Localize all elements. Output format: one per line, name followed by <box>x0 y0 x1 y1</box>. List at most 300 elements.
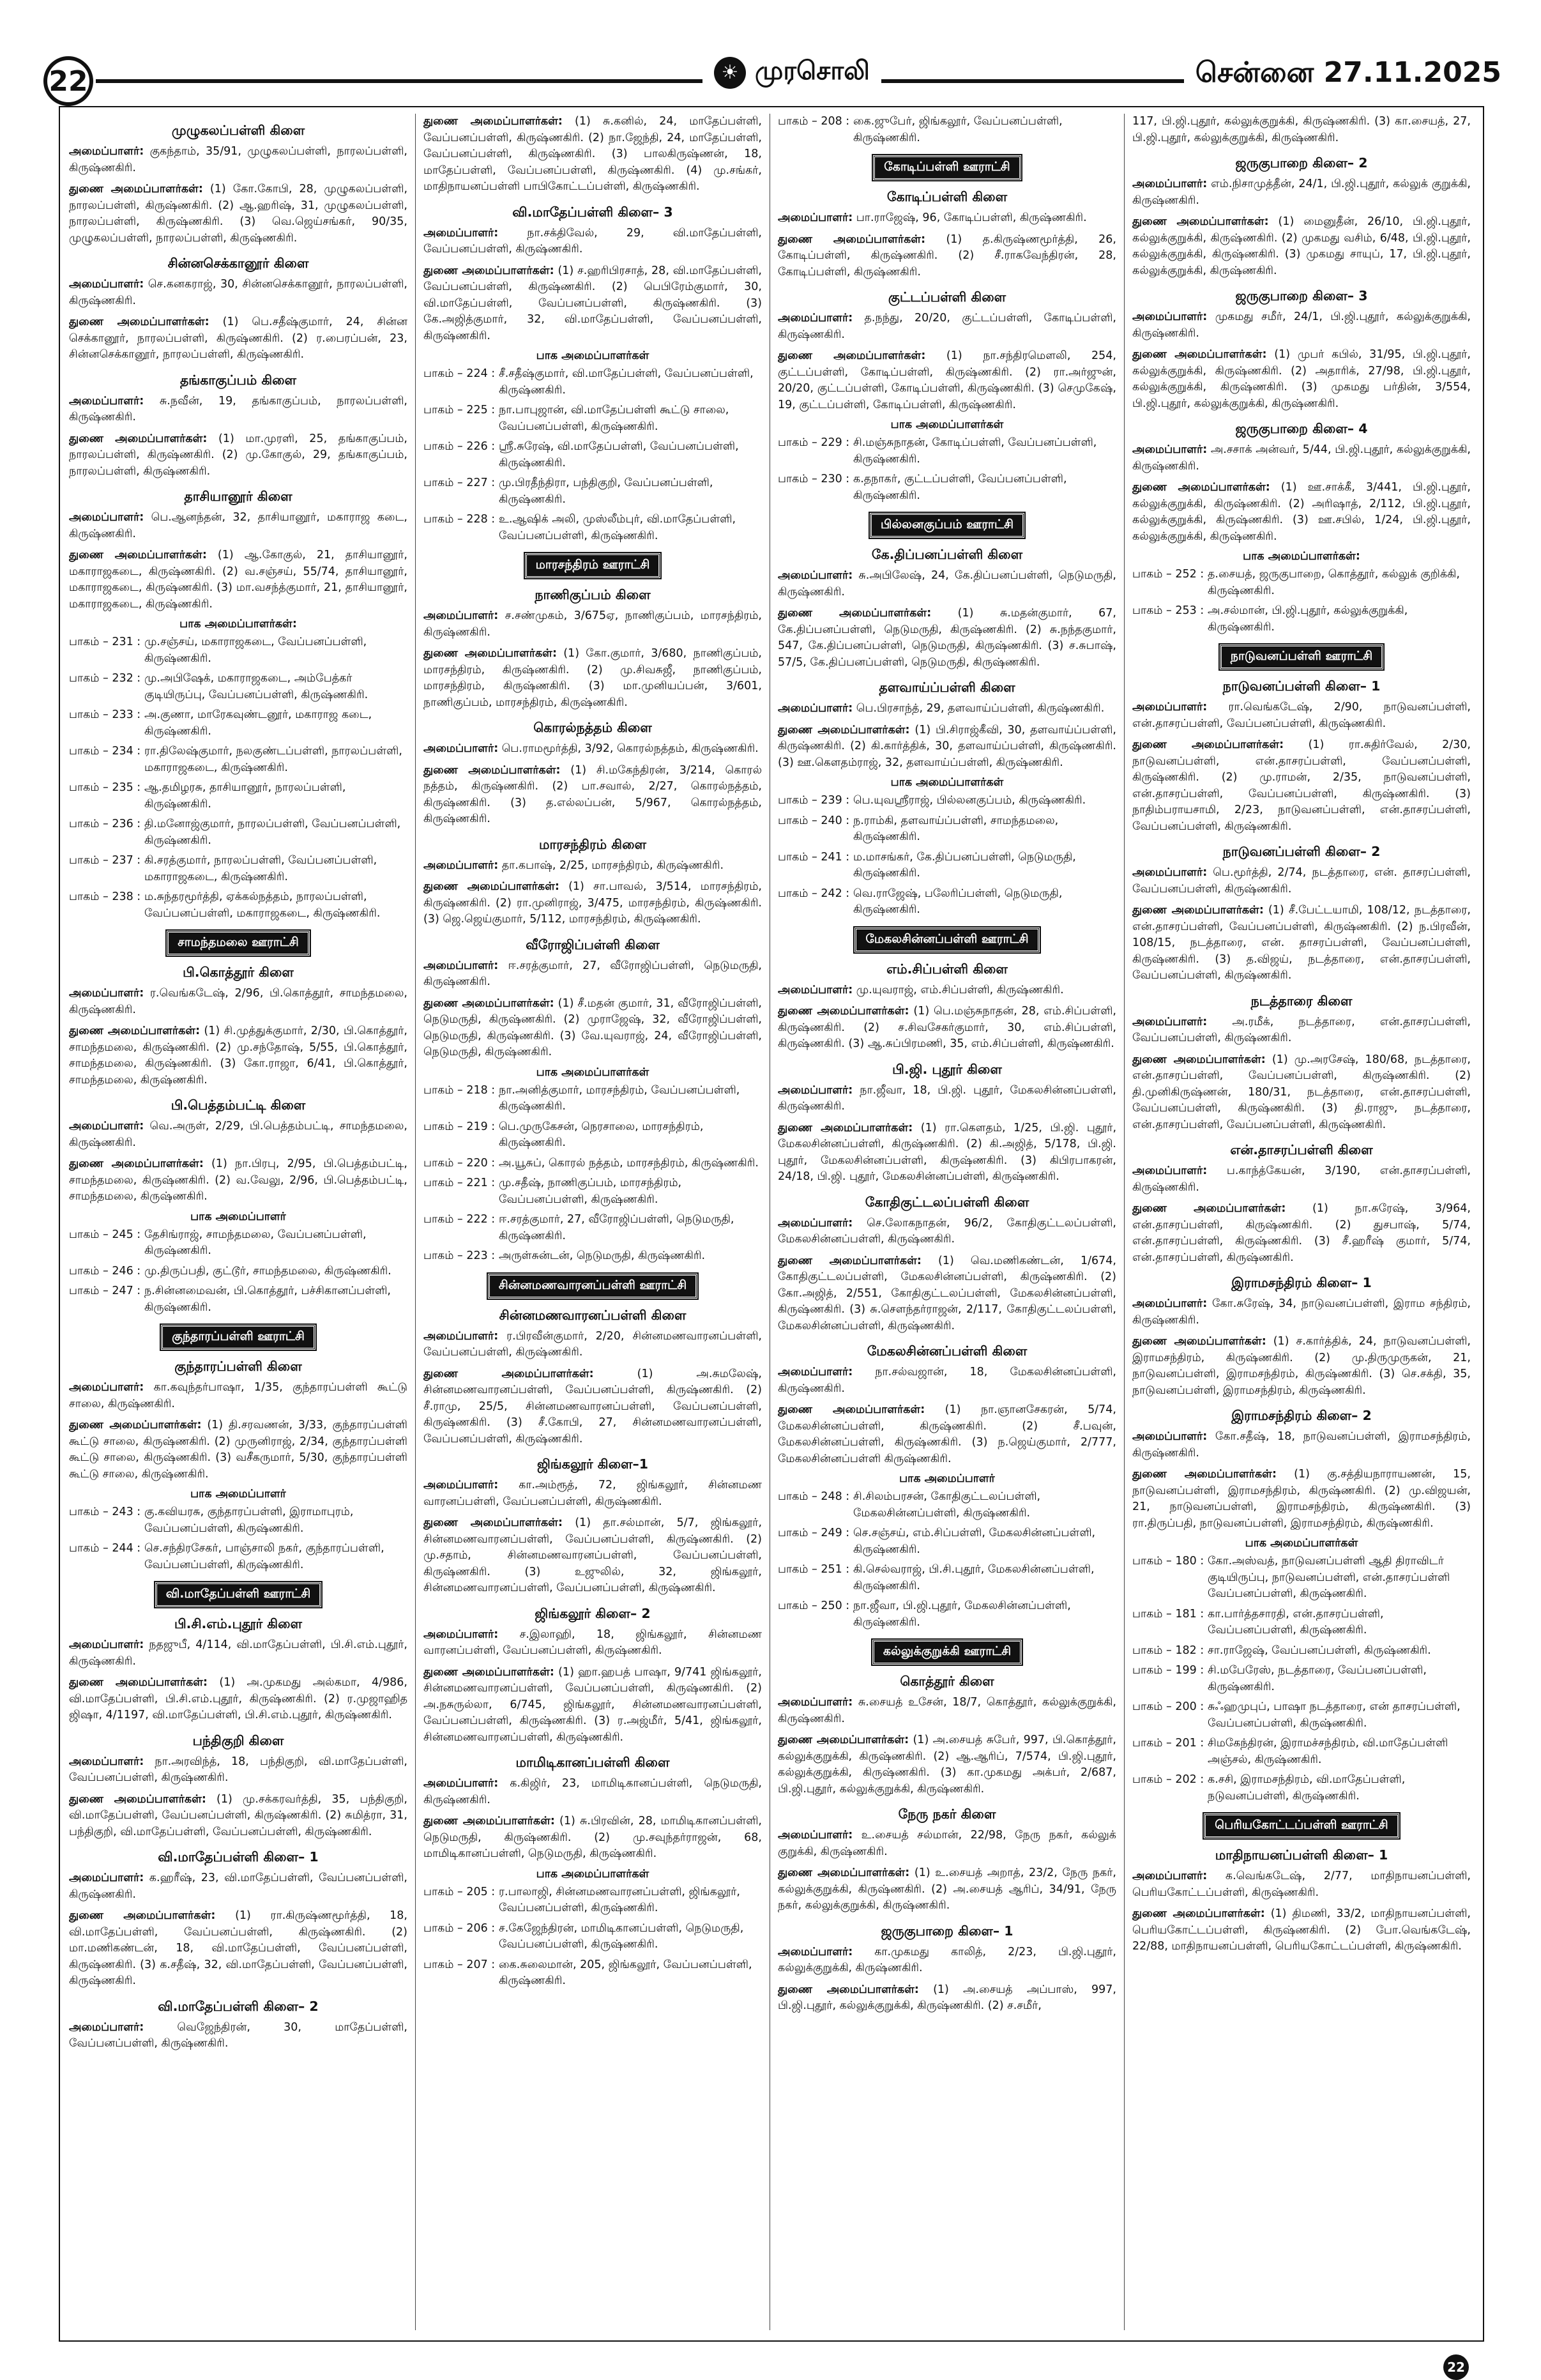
member-details: கோ.சதீஷ், 18, நாடுவனப்பள்ளி, இராமசந்திரம், கிருஷ்ணகிரி. <box>1132 1430 1471 1460</box>
booth-number: பாகம் – 236 : <box>69 818 141 830</box>
member-entry <box>423 858 762 874</box>
booth-entry <box>69 1541 407 1573</box>
role-label: துணை அமைப்பாளர்கள்: <box>778 1983 919 1996</box>
member-entry <box>69 1417 407 1483</box>
member-details: நா.சக்திவேல், 29, வி.மாதேப்பள்ளி, வேப்பனப்பள்ளி, கிருஷ்ணகிரி. <box>423 226 762 256</box>
booth-entry <box>1132 1643 1471 1659</box>
branch-heading: ஜருகுபாறை கிளை– 3 <box>1235 288 1368 303</box>
section-subheading: பாக அமைப்பாளர்கள் <box>536 1867 649 1880</box>
role-label: துணை அமைப்பாளர்கள்: <box>69 1909 216 1922</box>
member-details: (1) அ.முகமது அல்கமா, 4/986, வி.மாதேப்பள்ளி, பி.சி.எம்.புதூர், கிருஷ்ணகிரி. (2) ர.முஜாஹித ஜிஷா, 4/1197, வி.மாதேப்பள்ளி, பி.சி.எம்.புதூர், கிருஷ்ணகிரி. <box>69 1676 407 1721</box>
section-subheading: பாக அமைப்பாளர்கள் <box>1245 1537 1358 1550</box>
booth-number: பாகம் – 205 : <box>423 1885 496 1898</box>
role-label: அமைப்பாளர்: <box>1132 1164 1208 1177</box>
member-entry <box>69 144 407 176</box>
role-label: துணை அமைப்பாளர்கள்: <box>778 1005 909 1018</box>
booth-number: பாகம் – 243 : <box>69 1506 141 1518</box>
member-details: கா.அம்ரூத், 72, ஜிங்கலூர், சின்னமண வாரனப்பள்ளி, வேப்பனப்பள்ளி, கிருஷ்ணகிரி. <box>423 1479 762 1508</box>
branch-heading: கொத்தூர் கிளை <box>900 1674 994 1689</box>
role-label: துணை அமைப்பாளர்கள்: <box>69 183 203 195</box>
booth-number: பாகம் – 245 : <box>69 1228 141 1241</box>
booth-number: பாகம் – 227 : <box>423 477 496 489</box>
booth-entry <box>778 850 1116 882</box>
booth-agent: வெ.ராஜேஷ், பலேரிப்பள்ளி, நெடுமருதி, கிருஷ்ணகிரி. <box>853 887 1063 916</box>
booth-agent: செ.சஞ்சய், எம்.சிப்பள்ளி, மேகலசின்னப்பள்ளி, கிருஷ்ணகிரி. <box>853 1527 1096 1556</box>
booth-number: பாகம் – 237 : <box>69 854 141 867</box>
member-details: அ.சசாக் அன்வர், 5/44, பி.ஜி.புதூர், கல்லுக்குறுக்கி, கிருஷ்ணகிரி. <box>1132 443 1471 473</box>
panchayat-heading: வி.மாதேப்பள்ளி ஊராட்சி <box>155 1582 322 1607</box>
member-entry <box>69 547 407 613</box>
booth-entry <box>69 1263 407 1280</box>
booth-number: பாகம் – 248 : <box>778 1490 850 1503</box>
member-entry <box>778 310 1116 343</box>
booth-agent: க.தநாகர், குட்டப்பள்ளி, வேப்பனப்பள்ளி, கிருஷ்ணகிரி. <box>853 473 1067 502</box>
member-entry <box>1132 1868 1471 1901</box>
role-label: அமைப்பாளர்: <box>69 1638 144 1651</box>
booth-agent: செ.சந்திரசேகர், பாஞ்சாலி நகர், குந்தாரப்பள்ளி, வேப்பனப்பள்ளி, கிருஷ்ணகிரி. <box>144 1542 384 1571</box>
role-label: அமைப்பாளர்: <box>423 609 499 622</box>
branch-heading: முழுகலப்பள்ளி கிளை <box>171 123 305 138</box>
member-details: (1) சு.கனில், 24, மாதேப்பள்ளி, வேப்பனப்பள்ளி, கிருஷ்ணகிரி. (2) நா.ஜேந்தி, 24, மாதேப்பள்ளி, வேப்பனப்பள்ளி, கிருஷ்ணகிரி. (3) பாலகிருஷ்ணன், 18, மாதேப்பள்ளி, வேப்பனப்பள்ளி, கிருஷ்ணகிரி. (4) மு.சங்கர், மாதிநாயனப்பள்ளி பாபிகோட்டப்பள்ளி, கிருஷ்ணகிரி. <box>423 115 762 193</box>
member-entry <box>1132 1334 1471 1399</box>
booth-number: பாகம் – 253 : <box>1132 604 1204 617</box>
role-label: துணை அமைப்பாளர்கள்: <box>1132 481 1270 494</box>
role-label: அமைப்பாளர்: <box>1132 178 1208 190</box>
column-divider <box>1124 114 1125 2330</box>
booth-number: பாகம் – 250 : <box>778 1599 850 1612</box>
booth-entry <box>69 1283 407 1316</box>
role-label: துணை அமைப்பாளர்கள்: <box>1132 348 1267 361</box>
role-label: துணை அமைப்பாளர்கள்: <box>1132 1907 1265 1920</box>
booth-number: பாகம் – 180 : <box>1132 1555 1204 1568</box>
member-details: (1) சி.மகேந்திரன், 3/214, கொரல் நத்தம், கிருஷ்ணகிரி. (2) பா.சவால், 2/27, கொரல்நத்தம், கிருஷ்ணகிரி. (3) த.எல்லப்பன், 5/967, கொரல்நத்தம், கிருஷ்ணகிரி. <box>423 763 762 825</box>
branch-heading: வி.மாதேப்பள்ளி கிளை– 2 <box>158 1998 319 2014</box>
member-entry <box>69 986 407 1018</box>
member-entry <box>423 608 762 641</box>
member-details: (1) திமணி, 33/2, மாதிநாயனப்பள்ளி, பெரியகோட்டப்பள்ளி, கிருஷ்ணகிரி. (2) போ.வெங்கடேஷ், 22/88, மாதிநாயனப்பள்ளி, பெரியகோட்டப்பள்ளி, கிருஷ்ணகிரி. <box>1132 1907 1471 1953</box>
branch-heading: குந்தாரப்பள்ளி கிளை <box>174 1359 302 1374</box>
booth-agent: மு.அபிஷேக், மகாராஜகடை, அம்பேத்கர் குடியிருப்பு, வேப்பனப்பள்ளி, கிருஷ்ணகிரி. <box>144 672 368 701</box>
column-1 <box>69 114 407 2330</box>
booth-entry <box>423 1957 762 1990</box>
branch-heading: எம்.சிப்பள்ளி கிளை <box>886 961 1008 977</box>
role-label: அமைப்பாளர்: <box>69 1120 144 1133</box>
branch-heading: இராமசந்திரம் கிளை– 2 <box>1231 1408 1372 1423</box>
role-label: துணை அமைப்பாளர்கள்: <box>778 1866 910 1879</box>
booth-agent: ஆ.தமிழரசு, தாசியானூர், நாரலப்பள்ளி, கிருஷ்ணகிரி. <box>144 781 346 811</box>
role-label: அமைப்பாளர்: <box>423 1777 499 1790</box>
booth-agent: மு.சதீஷ், நாணிகுப்பம், மாரசந்திரம், வேப்பனப்பள்ளி, கிருஷ்ணகிரி. <box>499 1177 682 1206</box>
role-label: துணை அமைப்பாளர்கள்: <box>1132 904 1264 917</box>
member-details: ச.சண்முகம், 3/675ஏ, நாணிகுப்பம், மாரசந்திரம், கிருஷ்ணகிரி. <box>423 609 762 639</box>
booth-entry <box>1132 567 1471 599</box>
role-label: அமைப்பாளர்: <box>69 511 144 524</box>
role-label: அமைப்பாளர்: <box>778 1083 853 1097</box>
booth-number: பாகம் – 202 : <box>1132 1773 1204 1786</box>
role-label: துணை அமைப்பாளர்கள்: <box>778 1734 909 1746</box>
booth-entry <box>423 475 762 508</box>
member-details: அ.ரமீக், நடத்தாரை, என்.தாசரப்பள்ளி, வேப்பனப்பள்ளி, கிருஷ்ணகிரி. <box>1132 1015 1471 1044</box>
role-label: துணை அமைப்பாளர்கள்: <box>778 607 932 620</box>
member-details: (1) தா.சல்மான், 5/7, ஜிங்கலூர், சின்னமணவாரனப்பள்ளி, வேப்பனப்பள்ளி, கிருஷ்ணகிரி. (2) மு.சதாம், சின்னமணவாரனப்பள்ளி, வேப்பனப்பள்ளி, கிருஷ்ணகிரி. (3) உஜுலில், 32, ஜிங்கலூர், சின்னமணவாரனப்பள்ளி, வேப்பனப்பள்ளி, கிருஷ்ணகிரி. <box>423 1516 762 1594</box>
role-label: துணை அமைப்பாளர்கள்: <box>778 233 926 246</box>
booth-number: பாகம் – 206 : <box>423 1921 496 1935</box>
member-details: கோ.சுரேஷ், 34, நாடுவனப்பள்ளி, இராம சந்திரம், கிருஷ்ணகிரி. <box>1132 1297 1471 1327</box>
member-details: (1) மைனுதீன், 26/10, பி.ஜி.புதூர், கல்லுக்குறுக்கி, கிருஷ்ணகிரி. (2) முகமது வசிம், 6/48, பி.ஜி.புதூர், கல்லுக்குறுக்கி, கிருஷ்ணகிரி. (3) முகமது சாயுப், 17, பி.ஜி.புதூர், கல்லுக்குறுக்கி, கிருஷ்ணகிரி. <box>1132 215 1471 277</box>
role-label: துணை அமைப்பாளர்கள்: <box>423 880 559 893</box>
role-label: அமைப்பாளர்: <box>1132 1870 1208 1882</box>
member-details: வெஜேந்திரன், 30, மாதேப்பள்ளி, வேப்பனப்பள்ளி, கிருஷ்ணகிரி. <box>69 2020 407 2050</box>
booth-number: பாகம் – 229 : <box>778 436 850 449</box>
role-label: துணை அமைப்பாளர்கள்: <box>69 432 208 445</box>
booth-number: பாகம் – 238 : <box>69 890 141 903</box>
member-entry <box>1132 114 1471 146</box>
member-entry <box>69 1380 407 1412</box>
role-label: அமைப்பாளர்: <box>778 1696 853 1709</box>
booth-agent: அ.சல்மான், பி.ஜி.புதூர், கல்லுக்குறுக்கி, கிருஷ்ணகிரி. <box>1208 604 1408 634</box>
member-details: (1) அ.சையத் சுபேர், 997, பி.கொத்தூர், கல்லுக்குறுக்கி, கிருஷ்ணகிரி. (2) ஆ.ஆரிப், 7/574, பி.ஜி.புதூர், கல்லுக்குறுக்கி, கிருஷ்ணகிரி. (3) கா.முகமது அக்பர், 2/687, பி.ஜி.புதூர், கல்லுக்குறுக்கி, கிருஷ்ணகிரி. <box>778 1734 1116 1796</box>
role-label: துணை அமைப்பாளர்கள்: <box>778 349 926 362</box>
branch-heading: இராமசந்திரம் கிளை– 1 <box>1231 1275 1372 1290</box>
booth-entry <box>778 813 1116 846</box>
booth-agent: சி.சிலம்பரசன், கோதிகுட்டலப்பள்ளி, மேகலசின்னப்பள்ளி, கிருஷ்ணகிரி. <box>853 1490 1041 1520</box>
member-entry <box>778 348 1116 413</box>
member-details: (1) ஹா.ஹபத் பாஷா, 9/741 ஜிங்கலூர், சின்னமணவாரனப்பள்ளி, வேப்பனப்பள்ளி, கிருஷ்ணகிரி. (2) அ.நசுருல்லா, 6/745, ஜிங்கலூர், சின்னமணவாரனப்பள்ளி, வேப்பனப்பள்ளி, கிருஷ்ணகிரி. (3) ர.அஜ்மீர், 5/41, ஜிங்கலூர், சின்னமணவாரனப்பள்ளி, கிருஷ்ணகிரி. <box>423 1665 762 1744</box>
role-label: துணை அமைப்பாளர்கள்: <box>778 1254 922 1267</box>
member-details: (1) ஊ.சாக்கீ, 3/441, பி.ஜி.புதூர், கல்லுக்குறுக்கி, கிருஷ்ணகிரி. (2) அரிஷாத், 2/112, பி.ஜி.புதூர், கல்லுக்குறுக்கி, கிருஷ்ணகிரி. (3) ஊ.சபில், 1/24, பி.ஜி.புதூர், கல்லுக்குறுக்கி, கிருஷ்ணகிரி. <box>1132 481 1471 543</box>
role-label: அமைப்பாளர்: <box>69 145 144 158</box>
booth-entry <box>423 366 762 399</box>
masthead <box>702 56 881 89</box>
panchayat-heading: கோடிப்பள்ளி ஊராட்சி <box>873 155 1021 180</box>
booth-agent: சீ.சதீஷ்குமார், வி.மாதேப்பள்ளி, வேப்பனப்பள்ளி, கிருஷ்ணகிரி. <box>499 367 754 397</box>
member-entry <box>778 982 1116 999</box>
booth-entry <box>69 816 407 849</box>
sun-logo-icon: ☀ <box>714 57 746 89</box>
member-details: (1) அ.சுமலேஷ், சின்னமணவாரனப்பள்ளி, வேப்பனப்பள்ளி, கிருஷ்ணகிரி. (2) சீ.ராமு, 25/5, சின்னமணவாரனப்பள்ளி, வேப்பனப்பள்ளி, கிருஷ்ணகிரி. (3) சீ.கோபி, 27, சின்னமணவாரனப்பள்ளி, வேப்பனப்பள்ளி, கிருஷ்ணகிரி. <box>423 1367 762 1446</box>
role-label: துணை அமைப்பாளர்கள்: <box>1132 215 1269 228</box>
role-label: அமைப்பாளர்: <box>778 1829 853 1842</box>
booth-agent: சா.ராஜேஷ், வேப்பனப்பள்ளி, கிருஷ்ணகிரி. <box>1208 1644 1431 1657</box>
branch-heading: ஜிங்கலூர் கிளை–1 <box>536 1456 649 1472</box>
booth-entry <box>1132 1553 1471 1603</box>
branch-heading: மேகலசின்னப்பள்ளி கிளை <box>867 1343 1028 1359</box>
booth-number: பாகம் – 246 : <box>69 1264 141 1278</box>
role-label: அமைப்பாளர்: <box>423 1479 499 1491</box>
paper-name: முரசொலி <box>755 56 870 86</box>
branch-heading: ஜருகுபாறை கிளை– 1 <box>881 1923 1013 1939</box>
member-entry <box>778 701 1116 717</box>
role-label: அமைப்பாளர்: <box>69 1381 144 1394</box>
branch-heading: நாடுவனப்பள்ளி கிளை– 2 <box>1222 844 1381 859</box>
member-entry <box>778 606 1116 671</box>
booth-agent: ர.பாலாஜி, சின்னமணவாரனப்பள்ளி, ஜிங்கலூர், வேப்பனப்பள்ளி, கிருஷ்ணகிரி. <box>499 1885 740 1914</box>
role-label: அமைப்பாளர்: <box>1132 701 1208 713</box>
role-label: அமைப்பாளர்: <box>69 278 144 291</box>
role-label: அமைப்பாளர்: <box>1132 310 1208 323</box>
member-details: பெ.ராமமூர்த்தி, 3/92, கொரல்நத்தம், கிருஷ்ணகிரி. <box>498 742 759 755</box>
member-entry <box>1132 480 1471 545</box>
member-entry <box>423 996 762 1061</box>
member-details: (1) பெ.சதீஷ்குமார், 24, சின்ன செக்கானூர், நாரலப்பள்ளி, கிருஷ்ணகிரி. (2) ர.பைரப்பன், 23, சின்னசெக்கானூர், நாரலப்பள்ளி, கிருஷ்ணகிரி. <box>69 316 407 361</box>
booth-entry <box>69 1227 407 1260</box>
booth-entry <box>1132 1699 1471 1732</box>
member-details: (1) தி.சரவணன், 3/33, குந்தாரப்பள்ளி கூட்டு சாலை, கிருஷ்ணகிரி. (2) முருனிராஜ், 2/34, குந்தாரப்பள்ளி கூட்டு சாலை, கிருஷ்ணகிரி. (3) வசீகருமார், 5/30, குந்தாரப்பள்ளி கூட்டு சாலை, கிருஷ்ணகிரி. <box>69 1419 407 1481</box>
branch-heading: சின்னசெக்கானூர் கிளை <box>167 256 309 271</box>
role-label: அமைப்பாளர்: <box>69 1872 144 1884</box>
member-details: குகந்தாம், 35/91, முழுகலப்பள்ளி, நாரலப்பள்ளி, கிருஷ்ணகிரி. <box>69 145 407 174</box>
booth-entry <box>69 853 407 885</box>
branch-heading: பி.சி.எம்.புதூர் கிளை <box>174 1616 302 1631</box>
booth-entry <box>778 1489 1116 1522</box>
branch-heading: மாதிநாயனப்பள்ளி கிளை– 1 <box>1215 1847 1388 1863</box>
role-label: அமைப்பாளர்: <box>778 983 853 996</box>
branch-heading: சின்னமணவாரனப்பள்ளி கிளை <box>499 1307 687 1323</box>
booth-agent: கை.ஜுபேர், ஜிங்கலூர், வேப்பனப்பள்ளி, கிருஷ்ணகிரி. <box>853 115 1063 144</box>
booth-agent: ந.ராம்கி, தளவாய்ப்பள்ளி, சாமந்தமலை, கிருஷ்ணகிரி. <box>853 814 1059 843</box>
member-entry <box>69 1118 407 1151</box>
member-details: கா.முகமது காலித், 2/23, பி.ஜி.புதூர், கல்லுக்குறுக்கி, கிருஷ்ணகிரி. <box>778 1945 1116 1974</box>
column-2 <box>423 114 762 2330</box>
member-details: செ.லோகநாதன், 96/2, கோதிகுட்டலப்பள்ளி, மேகலசின்னப்பள்ளி, கிருஷ்ணகிரி. <box>778 1216 1116 1246</box>
role-label: அமைப்பாளர்: <box>778 211 853 224</box>
member-details: சு.அபிலேஷ், 24, கே.திப்பனப்பள்ளி, நெடுமருதி, கிருஷ்ணகிரி. <box>778 569 1116 599</box>
member-entry <box>423 114 762 195</box>
member-entry <box>69 277 407 309</box>
role-label: அமைப்பாளர்: <box>423 742 499 755</box>
member-details: (1) மு.அரசேஷ், 180/68, நடத்தாரை, என்.தாசரப்பள்ளி, வேப்பனப்பள்ளி, கிருஷ்ணகிரி. (2) தி.முனிகிருஷ்ணன், 180/31, நடத்தாரை, என்.தாசரப்பள்ளி, வேப்பனப்பள்ளி, கிருஷ்ணகிரி. (3) தி.ராஜு, நடத்தாரை, என்.தாசரப்பள்ளி, வேப்பனப்பள்ளி, கிருஷ்ணகிரி. <box>1132 1053 1471 1131</box>
booth-agent: பெ.யுவஸ்ரீராஜ், பில்லனகுப்பம், கிருஷ்ணகிரி. <box>853 794 1086 807</box>
member-details: (1) நா.சந்திரமௌலி, 254, குட்டப்பள்ளி, கோடிப்பள்ளி, கிருஷ்ணகிரி. (2) ரா.அர்ஜுன், 20/20, குட்டப்பள்ளி, கோடிப்பள்ளி, கிருஷ்ணகிரி. (3) செமுகேஷ், 19, குட்டப்பள்ளி, கோடிப்பள்ளி, கிருஷ்ணகிரி. <box>778 349 1116 411</box>
role-label: அமைப்பாளர்: <box>1132 443 1208 456</box>
member-details: (1) த.கிருஷ்ணமூர்த்தி, 26, கோடிப்பள்ளி, கிருஷ்ணகிரி. (2) சீ.ராகவேந்திரன், 28, கோடிப்பள்ளி, கிருஷ்ணகிரி. <box>778 233 1116 278</box>
branch-heading: ஜருகுபாறை கிளை– 2 <box>1235 155 1368 171</box>
panchayat-heading: மேகலசின்னப்பள்ளி ஊராட்சி <box>854 927 1039 952</box>
booth-agent: கை.சுலைமான், 205, ஜிங்கலூர், வேப்பனப்பள்ளி, கிருஷ்ணகிரி. <box>499 1958 752 1987</box>
member-entry <box>1132 865 1471 897</box>
member-details: ஈ.சரத்குமார், 27, வீரோஜிப்பள்ளி, நெடுமருதி, கிருஷ்ணகிரி. <box>423 959 762 988</box>
section-subheading: பாக அமைப்பாளர்கள் <box>536 349 649 362</box>
member-details: த.நந்து, 20/20, குட்டப்பள்ளி, கோடிப்பள்ளி, கிருஷ்ணகிரி. <box>778 312 1116 341</box>
booth-entry <box>69 671 407 703</box>
branch-heading: பி.பெத்தம்பட்டி கிளை <box>171 1097 306 1113</box>
booth-number: பாகம் – 235 : <box>69 781 141 794</box>
member-entry <box>423 646 762 711</box>
section-subheading: பாக அமைப்பாளர்கள் <box>536 1065 649 1079</box>
booth-agent: பெ.முருகேசன், நெரசாலை, மாரசந்திரம், கிருஷ்ணகிரி. <box>499 1120 704 1149</box>
panchayat-heading: சாமந்தமலை ஊராட்சி <box>167 931 310 956</box>
member-entry <box>69 1156 407 1205</box>
member-details: (1) வெ.மணிகண்டன், 1/674, கோதிகுட்டலப்பள்ளி, மேகலசின்னப்பள்ளி, கிருஷ்ணகிரி. (2) கோ.அஜித், 2/551, கோதிகுட்டலப்பள்ளி, மேகலசின்னப்பள்ளி, கிருஷ்ணகிரி. (3) சு.சௌந்தர்ராஜன், 2/117, கோதிகுட்டலப்பள்ளி, மேகலசின்னப்பள்ளி, கிருஷ்ணகிரி. <box>778 1254 1116 1332</box>
booth-agent: க.சசி, இராமசந்திரம், வி.மாதேப்பள்ளி, நடுவனப்பள்ளி, கிருஷ்ணகிரி. <box>1208 1773 1406 1803</box>
member-details: (1) சி.முத்துக்குமார், 2/30, பி.கொத்தூர், சாமந்தமலை, கிருஷ்ணகிரி. (2) மு.சந்தோஷ், 5/55, பி.கொத்தூர், சாமந்தமலை, கிருஷ்ணகிரி. (3) கோ.ராஜா, 6/41, பி.கொத்தூர், சாமந்தமலை, கிருஷ்ணகிரி. <box>69 1025 407 1087</box>
booth-number: பாகம் – 244 : <box>69 1542 141 1555</box>
role-label: அமைப்பாளர்: <box>423 959 499 972</box>
booth-entry <box>778 793 1116 809</box>
booth-agent: அ.குணா, மாரேகவுண்டனூர், மகாராஜ கடை, கிருஷ்ணகிரி. <box>144 708 372 738</box>
role-label: அமைப்பாளர்: <box>69 394 144 408</box>
member-entry <box>423 225 762 258</box>
role-label: அமைப்பாளர்: <box>1132 1297 1208 1310</box>
member-entry <box>69 1637 407 1670</box>
panchayat-heading: பெரியகோட்டப்பள்ளி ஊராட்சி <box>1204 1813 1399 1838</box>
booth-agent: மு.சஞ்சய், மகாராஜகடை, வேப்பனப்பள்ளி, கிருஷ்ணகிரி. <box>144 636 367 665</box>
member-entry <box>778 568 1116 600</box>
member-details: ர.வெங்கடேஷ், 2/96, பி.கொத்தூர், சாமந்தமலை, கிருஷ்ணகிரி. <box>69 987 407 1016</box>
member-entry <box>69 393 407 426</box>
member-details: ர.பிரவீன்குமார், 2/20, சின்னமணவாரனப்பள்ளி, வேப்பனப்பள்ளி, கிருஷ்ணகிரி. <box>423 1329 762 1359</box>
member-details: (1) நா.பிரபு, 2/95, பி.பெத்தம்பட்டி, சாமந்தமலை, கிருஷ்ணகிரி. (2) வ.வேலு, 2/96, பி.பெத்தம்பட்டி, சாமந்தமலை, கிருஷ்ணகிரி. <box>69 1157 407 1203</box>
booth-number: பாகம் – 219 : <box>423 1120 496 1133</box>
booth-entry <box>423 439 762 471</box>
role-label: துணை அமைப்பாளர்கள்: <box>778 723 910 736</box>
member-entry <box>69 510 407 542</box>
booth-entry <box>1132 1606 1471 1639</box>
member-entry <box>778 1083 1116 1115</box>
booth-agent: சுஃஹமுபுப், பாஷா நடத்தாரை, என் தாசரப்பள்ளி, வேப்பனப்பள்ளி, கிருஷ்ணகிரி. <box>1208 1700 1461 1730</box>
member-details: (1) முபர் கபில், 31/95, பி.ஜி.புதூர், கல்லுக்குறுக்கி, கிருஷ்ணகிரி. (2) அதாரிக், 27/98, பி.ஜி.புதூர், கல்லுக்குறுக்கி, கிருஷ்ணகிரி. (3) முகமது பர்தின், 3/554, பி.ஜி.புதூர், கல்லுக்குறுக்கி, கிருஷ்ணகிரி. <box>1132 348 1471 410</box>
role-label: அமைப்பாளர்: <box>778 1366 853 1378</box>
booth-number: பாகம் – 220 : <box>423 1156 496 1170</box>
member-entry <box>778 1216 1116 1248</box>
role-label: அமைப்பாளர்: <box>423 858 499 872</box>
member-details: ப.காந்த்கேயன், 3/190, என்.தாசரப்பள்ளி, கிருஷ்ணகிரி. <box>1132 1164 1471 1194</box>
footer-page-number: 22 <box>1443 2354 1469 2380</box>
member-details: க.வெங்கடேஷ், 2/77, மாதிநாயனப்பள்ளி, பெரியகோட்டப்பள்ளி, கிருஷ்ணகிரி. <box>1132 1870 1471 1899</box>
section-subheading: பாக அமைப்பாளர்கள் <box>890 776 1004 789</box>
booth-number: பாகம் – 230 : <box>778 473 850 485</box>
member-entry <box>423 879 762 928</box>
panchayat-heading: பில்லனகுப்பம் ஊராட்சி <box>870 513 1024 538</box>
role-label: அமைப்பாளர்: <box>423 226 499 240</box>
member-entry <box>778 1253 1116 1335</box>
member-entry <box>778 1827 1116 1860</box>
booth-entry <box>423 1156 762 1172</box>
role-label: துணை அமைப்பாளர்கள்: <box>423 1665 554 1679</box>
page-number: 22 <box>43 56 93 106</box>
branch-heading: கோதிகுட்டலப்பள்ளி கிளை <box>865 1194 1029 1210</box>
member-entry <box>423 763 762 828</box>
branch-heading: கே.திப்பனப்பள்ளி கிளை <box>871 547 1023 562</box>
branch-heading: நேரு நகர் கிளை <box>898 1806 996 1822</box>
booth-agent: மு.பிரதீந்திரா, பந்திகுறி, வேப்பனப்பள்ளி, கிருஷ்ணகிரி. <box>499 477 713 506</box>
member-details: சு.நவீன், 19, தங்காகுப்பம், நாரலப்பள்ளி, கிருஷ்ணகிரி. <box>69 394 407 423</box>
member-details: (1) சீ.பேட்டயாமி, 108/12, நடத்தாரை, என்.தாசரப்பள்ளி, வேப்பனப்பள்ளி, கிருஷ்ணகிரி. (2) ந.பிரவீன், 108/15, நடத்தாரை, என். தாசரப்பள்ளி, வேப்பனப்பள்ளி, கிருஷ்ணகிரி. (3) த.விஜய், நடத்தாரை, என்.தாசரப்பள்ளி, வேப்பனப்பள்ளி, கிருஷ்ணகிரி. <box>1132 904 1471 982</box>
role-label: துணை அமைப்பாளர்கள்: <box>423 1367 594 1380</box>
booth-number: பாகம் – 241 : <box>778 850 850 864</box>
member-entry <box>778 1944 1116 1977</box>
booth-agent: கா.பார்த்தசாரதி, என்.தாசரப்பள்ளி, வேப்பனப்பள்ளி, கிருஷ்ணகிரி. <box>1208 1607 1384 1636</box>
member-details: கா.கவுந்தர்பாஷா, 1/35, குந்தாரப்பள்ளி கூட்டு சாலை, கிருஷ்ணகிரி. <box>69 1381 407 1410</box>
member-entry <box>1132 309 1471 342</box>
member-entry <box>423 1477 762 1510</box>
section-subheading: பாக அமைப்பாளர்கள் <box>890 418 1004 431</box>
booth-number: பாகம் – 199 : <box>1132 1664 1204 1677</box>
booth-agent: ஸ்ரீ.சுரேஷ், வி.மாதேப்பள்ளி, வேப்பனப்பள்ளி, கிருஷ்ணகிரி. <box>499 440 739 469</box>
booth-entry <box>1132 1663 1471 1695</box>
booth-agent: ரா.திலேஷ்குமார், நலகுண்டப்பள்ளி, நாரலப்பள்ளி, மகாராஜகடை, கிருஷ்ணகிரி. <box>144 745 402 774</box>
member-entry <box>1132 442 1471 475</box>
booth-number: பாகம் – 181 : <box>1132 1607 1204 1621</box>
branch-heading: வி.மாதேப்பள்ளி கிளை– 1 <box>158 1849 319 1865</box>
role-label: அமைப்பாளர்: <box>778 1945 853 1958</box>
branch-heading: கொரல்நத்தம் கிளை <box>533 720 652 735</box>
booth-number: பாகம் – 226 : <box>423 440 496 453</box>
booth-agent: கு.கவியரசு, குந்தாரப்பள்ளி, இராமாபுரம், வேப்பனப்பள்ளி, கிருஷ்ணகிரி. <box>144 1506 354 1535</box>
member-entry <box>69 431 407 480</box>
booth-number: பாகம் – 240 : <box>778 814 850 827</box>
booth-number: பாகம் – 222 : <box>423 1213 496 1226</box>
member-entry <box>423 1515 762 1597</box>
member-entry <box>69 1792 407 1841</box>
member-details: (1) ச.கார்த்திக், 24, நாடுவனப்பள்ளி, இராமசந்திரம், கிருஷ்ணகிரி. (2) மு.திருமுருகன், 21, நாடுவனப்பள்ளி, இராமசந்திரம், கிருஷ்ணகிரி. (3) செ.சக்தி, 35, நாடுவனப்பள்ளி, இராமசந்திரம், கிருஷ்ணகிரி. <box>1132 1335 1471 1397</box>
member-details: தா.கபாஷ், 2/25, மாரசந்திரம், கிருஷ்ணகிரி. <box>498 858 724 872</box>
booth-entry <box>69 707 407 740</box>
booth-number: பாகம் – 228 : <box>423 513 496 526</box>
booth-number: பாகம் – 223 : <box>423 1249 496 1262</box>
branch-heading: தளவாய்ப்பள்ளி கிளை <box>879 680 1015 695</box>
branch-heading: வி.மாதேப்பள்ளி கிளை– 3 <box>512 204 673 220</box>
member-entry <box>69 1023 407 1088</box>
branch-heading: நாணிகுப்பம் கிளை <box>535 587 651 602</box>
role-label: துணை அமைப்பாளர்கள்: <box>69 1792 206 1806</box>
branch-heading: குட்டப்பள்ளி கிளை <box>888 289 1006 305</box>
branch-heading: நடத்தாரை கிளை <box>1250 993 1353 1009</box>
branch-heading: தாசியானூர் கிளை <box>184 489 292 504</box>
member-entry <box>1132 1906 1471 1955</box>
member-details: பெ.ஆனந்தன், 32, தாசியானூர், மகாராஜ கடை, கிருஷ்ணகிரி. <box>69 511 407 540</box>
booth-number: பாகம் – 218 : <box>423 1083 496 1097</box>
member-details: பெ.மூர்த்தி, 2/74, நடத்தாரை, என். தாசரப்பள்ளி, வேப்பனப்பள்ளி, கிருஷ்ணகிரி. <box>1132 866 1471 896</box>
booth-agent: த.சையத், ஜருகுபாறை, கொத்தூர், கல்லுக் குறிக்கி, கிருஷ்ணகிரி. <box>1208 568 1460 597</box>
role-label: அமைப்பாளர்: <box>778 702 853 715</box>
member-entry <box>1132 347 1471 412</box>
member-details: வெ.அருள், 2/29, பி.பெத்தம்பட்டி, சாமந்தமலை, கிருஷ்ணகிரி. <box>69 1120 407 1149</box>
member-details: (1) பெ.மஞ்சுநாதன், 28, எம்.சிப்பள்ளி, கிருஷ்ணகிரி. (2) ச.சிவசேகர்குமார், 30, எம்.சிப்பள்ளி, கிருஷ்ணகிரி. (3) ஆ.சுப்பிரமணி, 35, எம்.சிப்பள்ளி, கிருஷ்ணகிரி. <box>778 1005 1116 1050</box>
member-entry <box>778 1003 1116 1053</box>
member-entry <box>1132 1201 1471 1266</box>
branch-heading: பி.ஜி. புதூர் கிளை <box>892 1061 1002 1077</box>
member-entry <box>778 722 1116 772</box>
member-entry <box>423 1776 762 1808</box>
booth-entry <box>423 512 762 544</box>
member-details: முகமது சமீர், 24/1, பி.ஜி.புதூர், கல்லுக்குறுக்கி, கிருஷ்ணகிரி. <box>1132 310 1471 340</box>
member-details: (1) ரா.கௌதம், 1/25, பி.ஜி. புதூர், மேகலசின்னப்பள்ளி, கிருஷ்ணகிரி. (2) கி.அஜித், 5/178, பி.ஜி. புதூர், மேகலசின்னப்பள்ளி, கிருஷ்ணகிரி. (3) கிபிரபாகரன், 24/18, பி.ஜி. புதூர், மேகலசின்னப்பள்ளி, கிருஷ்ணகிரி. <box>778 1121 1116 1183</box>
role-label: அமைப்பாளர்: <box>69 1755 144 1768</box>
panchayat-heading: கல்லுக்குறுக்கி ஊராட்சி <box>872 1640 1022 1665</box>
booth-number: பாகம் – 251 : <box>778 1563 850 1576</box>
booth-agent: சிமகேந்திரன், இராமச்சந்திரம், வி.மாதேப்பள்ளி அஞ்சல், கிருஷ்ணகிரி. <box>1208 1737 1448 1766</box>
member-entry <box>423 1627 762 1659</box>
member-details: (1) சு.பிரவின், 28, மாமிடிகானப்பள்ளி, நெடுமருதி, கிருஷ்ணகிரி. (2) மு.சவுந்தர்ராஜன், 68, மாமிடிகானப்பள்ளி, நெடுமருதி, கிருஷ்ணகிரி. <box>423 1815 762 1860</box>
booth-entry <box>778 1525 1116 1558</box>
booth-agent: ச.கேஜேந்திரன், மாமிடிகானப்பள்ளி, நெடுமருதி, வேப்பனப்பள்ளி, கிருஷ்ணகிரி. <box>499 1921 744 1951</box>
role-label: அமைப்பாளர்: <box>1132 1015 1208 1028</box>
role-label: துணை அமைப்பாளர்கள்: <box>423 996 554 1010</box>
member-details: சு.சையத் உசேன், 18/7, கொத்தூர், கல்லுக்குறுக்கி, கிருஷ்ணகிரி. <box>778 1696 1116 1725</box>
role-label: துணை அமைப்பாளர்கள்: <box>1132 1053 1266 1066</box>
booth-entry <box>69 634 407 667</box>
booth-number: பாகம் – 233 : <box>69 708 141 721</box>
role-label: துணை அமைப்பாளர்கள்: <box>69 1419 202 1431</box>
booth-entry <box>423 1212 762 1244</box>
member-details: (1) உ.சையத் அறாத், 23/2, நேரு நகர், கல்லுக்குறுக்கி, கிருஷ்ணகிரி. (2) அ.சையத் ஆரிப், 34/91, நேரு நகர், கல்லுக்குறுக்கி, கிருஷ்ணகிரி. <box>778 1866 1116 1912</box>
role-label: துணை அமைப்பாளர்கள்: <box>69 1025 201 1037</box>
role-label: துணை அமைப்பாளர்கள்: <box>69 1157 204 1170</box>
member-entry <box>423 1329 762 1361</box>
booth-agent: ஈ.சரத்குமார், 27, வீரோஜிப்பள்ளி, நெடுமருதி, கிருஷ்ணகிரி. <box>499 1213 734 1242</box>
booth-entry <box>69 1504 407 1537</box>
